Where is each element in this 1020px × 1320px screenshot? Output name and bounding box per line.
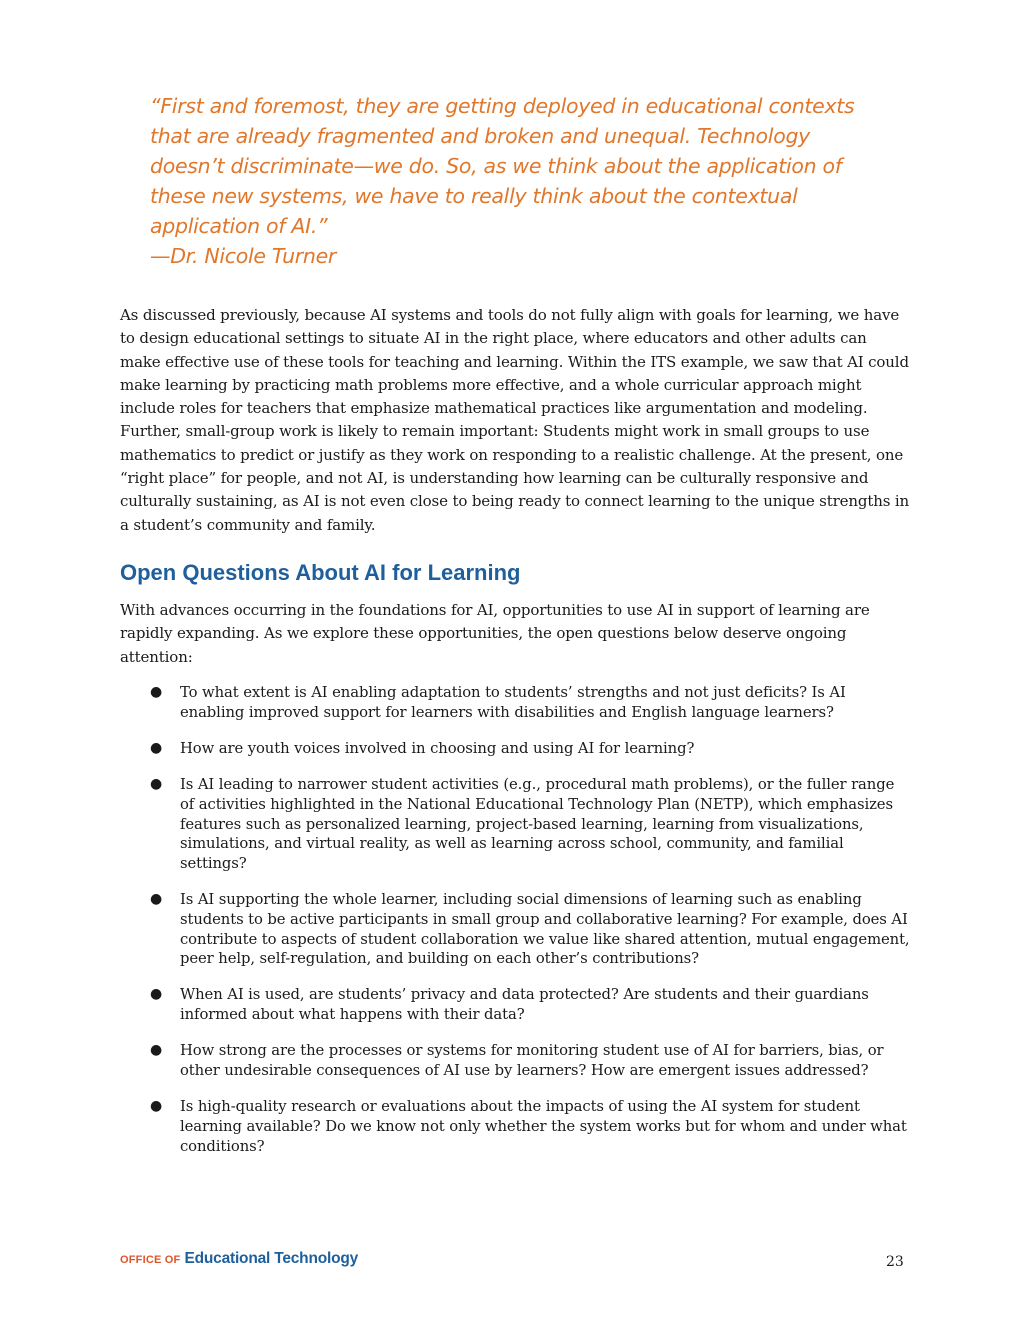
logo-main: Educational Technology — [184, 1250, 359, 1267]
list-item — [120, 1041, 910, 1080]
open-questions-list — [120, 683, 910, 1173]
list-item — [120, 890, 910, 969]
bullet-icon: ● — [150, 986, 163, 1003]
list-item — [120, 775, 910, 874]
intro-paragraph: As discussed previously, because AI systems and tools do not fully align with goals for learning, we have to design educational settings to situate AI in the right place, where educators and other adults can make effective use of these tools for teaching and learning. Within the ITS example, we saw that AI could make learning by practicing math problems more effective, and a whole curricular approach might include roles for teachers that emphasize mathematical practices like argumentation and modeling. Further, small-group work is likely to remain important: Students might work in small groups to use mathematics to predict or justify as they work on responding to a realistic challenge. At the present, one “right place” for people, and not AI, is understanding how learning can be culturally responsive and culturally sustaining, as AI is not even close to being ready to connect learning to the unique strengths in a student’s community and family. — [120, 306, 910, 534]
bullet-icon: ● — [150, 776, 163, 793]
page-number: 23 — [886, 1254, 904, 1270]
question-text: To what extent is AI enabling adaptation to students’ strengths and not just deficits? Is AI enabling improved support for learners with disabilities and English language learners? — [180, 684, 846, 721]
office-logo — [120, 1250, 358, 1268]
pull-quote — [150, 91, 880, 271]
list-item — [120, 1097, 910, 1156]
section-heading: Open Questions About AI for Learning — [120, 560, 521, 585]
bullet-icon: ● — [150, 891, 163, 908]
bullet-icon: ● — [150, 684, 163, 700]
list-item — [120, 739, 910, 759]
question-text: How strong are the processes or systems for monitoring student use of AI for barriers, bias, or other undesirable consequences of AI use by learners? How are emergent issues addressed? — [180, 1042, 884, 1080]
quote-attribution: —Dr. Nicole Turner — [150, 244, 337, 268]
bullet-icon: ● — [150, 1098, 163, 1115]
list-item — [120, 985, 910, 1024]
bullet-icon: ● — [150, 739, 163, 756]
logo-prefix: OFFICE OF — [120, 1254, 181, 1266]
list-item — [120, 683, 910, 722]
bullet-icon: ● — [150, 1042, 163, 1059]
question-text: When AI is used, are students’ privacy and data protected? Are students and their guardians informed about what happens with their data? — [180, 986, 869, 1024]
section-intro-paragraph: With advances occurring in the foundations for AI, opportunities to use AI in support of learning are rapidly expanding. As we explore these opportunities, the open questions below deserve ongoing attention: — [120, 601, 870, 666]
question-text: Is AI supporting the whole learner, including social dimensions of learning such as enabling students to be active participants in small group and collaborative learning? For example, does AI contribute to aspects of student collaboration we value like shared attention, mutual engagement, peer help, self-regulation, and building on each other’s contributions? — [180, 891, 910, 968]
question-text: How are youth voices involved in choosing and using AI for learning? — [180, 739, 695, 757]
question-text: Is AI leading to narrower student activities (e.g., procedural math problems), or the fuller range of activities highlighted in the National Educational Technology Plan (NETP), which emphasizes features such as personalized learning, project-based learning, learning from visualizations, simulations, and virtual reality, as well as learning across school, community, and familial settings? — [180, 776, 895, 872]
quote-text: “First and foremost, they are getting deployed in educational contexts that are already fragmented and broken and unequal. Technology doesn’t discriminate—we do. So, as we think about the application of these new systems, we have to really think about the contextual application of AI.” — [150, 94, 855, 238]
question-text: Is high-quality research or evaluations about the impacts of using the AI system for student learning available? Do we know not only whether the system works but for whom and under what conditions? — [180, 1098, 907, 1155]
